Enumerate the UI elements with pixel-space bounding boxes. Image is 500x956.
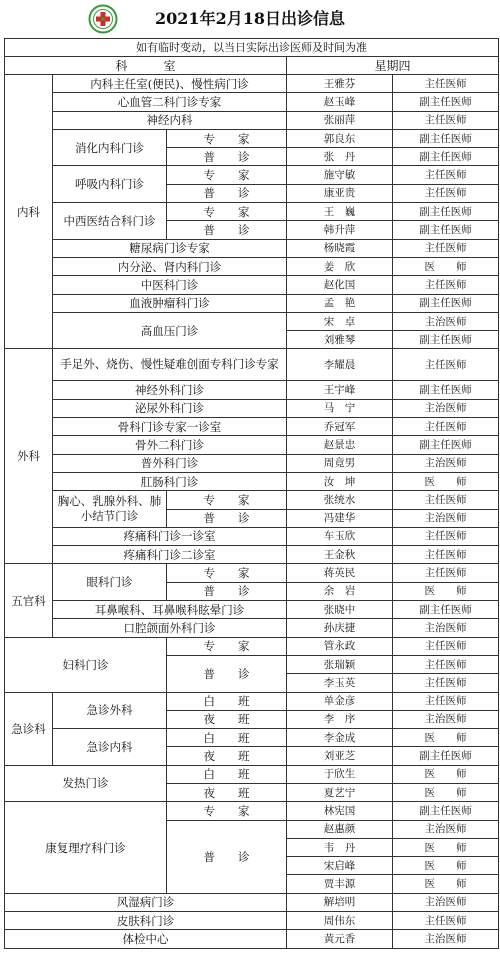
doctor-title-cell: 副主任医师: [393, 221, 499, 239]
department-cell: 风湿病门诊: [5, 893, 287, 911]
doctor-name-cell: 于欣生: [287, 765, 393, 783]
doctor-name-cell: 乔冠军: [287, 418, 393, 436]
doctor-title-cell: 主任医师: [393, 166, 499, 184]
doctor-name-cell: 李玉英: [287, 674, 393, 692]
schedule-row: [5, 692, 499, 710]
column-header-department: 科 室: [5, 57, 287, 75]
schedule-row: [5, 75, 499, 93]
department-cell: 泌尿外科门诊: [53, 399, 287, 417]
doctor-title-cell: 医 师: [393, 875, 499, 893]
doctor-name-cell: 车玉欣: [287, 527, 393, 545]
department-cell: 内分泌、肾内科门诊: [53, 257, 287, 275]
department-cell: 体检中心: [5, 930, 287, 948]
schedule-row: [5, 491, 499, 509]
schedule-row: [5, 454, 499, 472]
doctor-title-cell: 副主任医师: [393, 93, 499, 111]
schedule-row: [5, 239, 499, 257]
doctor-title-cell: 副主任医师: [393, 203, 499, 221]
department-cell: 耳鼻喉科、耳鼻喉科眩晕门诊: [53, 601, 287, 619]
doctor-name-cell: 蒋英民: [287, 564, 393, 582]
department-group-cell: 外科: [5, 349, 53, 564]
department-cell: 发热门诊: [5, 765, 167, 802]
doctor-name-cell: 周伟东: [287, 912, 393, 930]
doctor-name-cell: 施守敏: [287, 166, 393, 184]
doctor-name-cell: 刘雅琴: [287, 331, 393, 349]
visit-type-cell: 夜 班: [167, 710, 287, 728]
doctor-name-cell: 马 宁: [287, 399, 393, 417]
schedule-row: [5, 312, 499, 330]
department-cell: 疼痛科门诊一诊室: [53, 527, 287, 545]
doctor-title-cell: 主任医师: [393, 276, 499, 294]
schedule-row: [5, 912, 499, 930]
department-cell: 康复理疗科门诊: [5, 802, 167, 893]
department-cell: 眼科门诊: [53, 564, 167, 601]
doctor-name-cell: 张 丹: [287, 148, 393, 166]
schedule-row: [5, 564, 499, 582]
doctor-name-cell: 赵惠颜: [287, 820, 393, 838]
schedule-note: 如有临时变动，以当日实际出诊医师及时间为准: [5, 39, 499, 57]
visit-type-cell: 专 家: [167, 166, 287, 184]
schedule-row: [5, 802, 499, 820]
doctor-name-cell: 黄元香: [287, 930, 393, 948]
schedule-row: [5, 546, 499, 564]
doctor-name-cell: 冯建华: [287, 509, 393, 527]
doctor-title-cell: 主治医师: [393, 454, 499, 472]
schedule-row: [5, 93, 499, 111]
visit-type-cell: 专 家: [167, 491, 287, 509]
schedule-row: [5, 729, 499, 747]
doctor-name-cell: 赵景忠: [287, 436, 393, 454]
doctor-title-cell: 医 师: [393, 783, 499, 801]
doctor-title-cell: 副主任医师: [393, 436, 499, 454]
doctor-title-cell: 副主任医师: [393, 802, 499, 820]
visit-type-cell: 普 诊: [167, 582, 287, 600]
doctor-title-cell: 主治医师: [393, 893, 499, 911]
doctor-title-cell: 主治医师: [393, 619, 499, 637]
doctor-name-cell: 宋启峰: [287, 857, 393, 875]
visit-type-cell: 专 家: [167, 564, 287, 582]
doctor-title-cell: 主任医师: [393, 75, 499, 93]
department-cell: 糖尿病门诊专家: [53, 239, 287, 257]
doctor-name-cell: 杨晓霞: [287, 239, 393, 257]
department-cell: 高血压门诊: [53, 312, 287, 349]
department-group-cell: 五官科: [5, 564, 53, 637]
doctor-title-cell: 主任医师: [393, 674, 499, 692]
schedule-row: [5, 257, 499, 275]
visit-type-cell: 普 诊: [167, 820, 287, 893]
schedule-row: [5, 619, 499, 637]
visit-type-cell: 普 诊: [167, 655, 287, 692]
schedule-row: [5, 381, 499, 399]
doctor-title-cell: 主任医师: [393, 349, 499, 381]
doctor-name-cell: 解培明: [287, 893, 393, 911]
doctor-name-cell: 宋 卓: [287, 312, 393, 330]
doctor-name-cell: 康亚贵: [287, 184, 393, 202]
schedule-row: [5, 601, 499, 619]
doctor-title-cell: 副主任医师: [393, 148, 499, 166]
department-group-cell: 急诊科: [5, 692, 53, 765]
schedule-row: [5, 166, 499, 184]
doctor-name-cell: 张瑞颖: [287, 655, 393, 673]
doctor-name-cell: 李 序: [287, 710, 393, 728]
department-cell: 骨外二科门诊: [53, 436, 287, 454]
doctor-title-cell: 主任医师: [393, 546, 499, 564]
visit-type-cell: 专 家: [167, 637, 287, 655]
department-cell: 心血管二科门诊专家: [53, 93, 287, 111]
doctor-title-cell: 主任医师: [393, 912, 499, 930]
doctor-name-cell: 王宇峰: [287, 381, 393, 399]
schedule-row: [5, 418, 499, 436]
department-cell: 呼吸内科门诊: [53, 166, 167, 203]
department-cell: 普外科门诊: [53, 454, 287, 472]
doctor-title-cell: 副主任医师: [393, 381, 499, 399]
department-cell: 肛肠科门诊: [53, 472, 287, 490]
department-cell: 手足外、烧伤、慢性疑难创面专科门诊专家: [53, 349, 287, 381]
visit-type-cell: 普 诊: [167, 221, 287, 239]
department-cell: 消化内科门诊: [53, 129, 167, 166]
doctor-name-cell: 王 巍: [287, 203, 393, 221]
doctor-name-cell: 管永政: [287, 637, 393, 655]
schedule-row: [5, 930, 499, 948]
visit-type-cell: 普 诊: [167, 184, 287, 202]
department-cell: 中医科门诊: [53, 276, 287, 294]
doctor-name-cell: 余 岩: [287, 582, 393, 600]
department-cell: 皮肤科门诊: [5, 912, 287, 930]
doctor-title-cell: 主治医师: [393, 509, 499, 527]
doctor-title-cell: 主任医师: [393, 184, 499, 202]
schedule-row: [5, 111, 499, 129]
department-cell: 妇科门诊: [5, 637, 167, 692]
doctor-title-cell: 医 师: [393, 857, 499, 875]
department-cell: 血液肿瘤科门诊: [53, 294, 287, 312]
doctor-name-cell: 王雅芬: [287, 75, 393, 93]
visit-type-cell: 普 诊: [167, 148, 287, 166]
doctor-title-cell: 医 师: [393, 729, 499, 747]
visit-type-cell: 白 班: [167, 729, 287, 747]
doctor-name-cell: 韦 丹: [287, 838, 393, 856]
doctor-name-cell: 李金成: [287, 729, 393, 747]
visit-type-cell: 夜 班: [167, 783, 287, 801]
department-cell: 口腔颌面外科门诊: [53, 619, 287, 637]
department-cell: 急诊外科: [53, 692, 167, 729]
doctor-name-cell: 张晓中: [287, 601, 393, 619]
doctor-title-cell: 副主任医师: [393, 747, 499, 765]
schedule-row: [5, 893, 499, 911]
doctor-title-cell: 主任医师: [393, 418, 499, 436]
visit-type-cell: 专 家: [167, 802, 287, 820]
department-cell: 胸心、乳腺外科、肺小结节门诊: [53, 491, 167, 528]
doctor-name-cell: 赵化国: [287, 276, 393, 294]
doctor-title-cell: 主任医师: [393, 491, 499, 509]
visit-type-cell: 夜 班: [167, 747, 287, 765]
doctor-name-cell: 王金秋: [287, 546, 393, 564]
doctor-title-cell: 医 师: [393, 838, 499, 856]
visit-type-cell: 普 诊: [167, 509, 287, 527]
department-cell: 神经外科门诊: [53, 381, 287, 399]
schedule-row: [5, 129, 499, 147]
doctor-title-cell: 主治医师: [393, 710, 499, 728]
doctor-name-cell: 韩升萍: [287, 221, 393, 239]
doctor-name-cell: 姜 欣: [287, 257, 393, 275]
visit-type-cell: 专 家: [167, 203, 287, 221]
page-title: 2021年2月18日出诊信息: [155, 9, 345, 28]
note-row: [5, 39, 499, 57]
doctor-name-cell: 张丽萍: [287, 111, 393, 129]
doctor-name-cell: 夏艺宁: [287, 783, 393, 801]
header-row: [5, 57, 499, 75]
column-header-weekday: 星期四: [287, 57, 499, 75]
visit-type-cell: 白 班: [167, 692, 287, 710]
doctor-title-cell: 主治医师: [393, 930, 499, 948]
schedule-row: [5, 399, 499, 417]
doctor-name-cell: 林宪国: [287, 802, 393, 820]
doctor-title-cell: 主治医师: [393, 399, 499, 417]
doctor-name-cell: 赵玉峰: [287, 93, 393, 111]
department-cell: 疼痛科门诊二诊室: [53, 546, 287, 564]
schedule-row: [5, 527, 499, 545]
doctor-name-cell: 郭良东: [287, 129, 393, 147]
doctor-name-cell: 刘亚芝: [287, 747, 393, 765]
doctor-name-cell: 单金彦: [287, 692, 393, 710]
doctor-title-cell: 主任医师: [393, 692, 499, 710]
department-cell: 神经内科: [53, 111, 287, 129]
schedule-row: [5, 765, 499, 783]
department-group-cell: 内科: [5, 75, 53, 349]
doctor-title-cell: 副主任医师: [393, 294, 499, 312]
doctor-title-cell: 副主任医师: [393, 129, 499, 147]
department-cell: 中西医结合科门诊: [53, 203, 167, 240]
doctor-title-cell: 主治医师: [393, 820, 499, 838]
doctor-title-cell: 主治医师: [393, 312, 499, 330]
schedule-row: [5, 276, 499, 294]
doctor-name-cell: 张统水: [287, 491, 393, 509]
schedule-row: [5, 294, 499, 312]
doctor-title-cell: 主任医师: [393, 111, 499, 129]
department-cell: 内科主任室(便民)、慢性病门诊: [53, 75, 287, 93]
doctor-title-cell: 医 师: [393, 765, 499, 783]
doctor-title-cell: 主任医师: [393, 655, 499, 673]
doctor-title-cell: 医 师: [393, 257, 499, 275]
doctor-title-cell: 医 师: [393, 472, 499, 490]
doctor-title-cell: 主任医师: [393, 239, 499, 257]
doctor-title-cell: 主任医师: [393, 637, 499, 655]
doctor-name-cell: 孟 艳: [287, 294, 393, 312]
doctor-name-cell: 汝 坤: [287, 472, 393, 490]
doctor-title-cell: 主任医师: [393, 564, 499, 582]
department-cell: 急诊内科: [53, 729, 167, 766]
visit-type-cell: 白 班: [167, 765, 287, 783]
doctor-name-cell: 贾丰源: [287, 875, 393, 893]
doctor-title-cell: 医 师: [393, 582, 499, 600]
schedule-row: [5, 637, 499, 655]
visit-type-cell: 专 家: [167, 129, 287, 147]
schedule-row: [5, 436, 499, 454]
department-cell: 骨科门诊专家一诊室: [53, 418, 287, 436]
doctor-title-cell: 主任医师: [393, 527, 499, 545]
schedule-row: [5, 472, 499, 490]
schedule-table: [4, 38, 499, 949]
doctor-name-cell: 李耀晨: [287, 349, 393, 381]
schedule-row: [5, 203, 499, 221]
doctor-name-cell: 孙庆捷: [287, 619, 393, 637]
doctor-title-cell: 副主任医师: [393, 331, 499, 349]
doctor-name-cell: 周竟男: [287, 454, 393, 472]
schedule-row: [5, 349, 499, 381]
doctor-title-cell: 副主任医师: [393, 601, 499, 619]
